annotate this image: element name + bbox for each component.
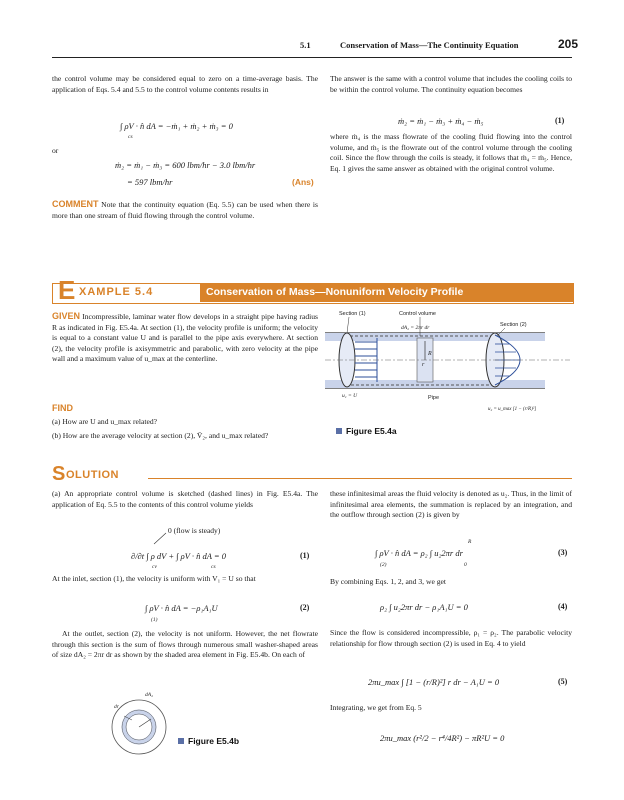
fig-a-section1: Section (1) — [339, 311, 366, 317]
top-left-paragraph: the control volume may be considered equal to zero on a time-average basis. The application of Eqs. 5.4 and 5.5 to the control volume contents results in — [52, 74, 318, 94]
figure-e54a — [325, 308, 575, 468]
equation-cs-integral: ∫ ρV · n̂ dA = −ṁ₁ + ṁ₂ + ṁ₃ = 0 — [120, 121, 233, 131]
equation-1-left-number: (1) — [300, 551, 310, 560]
equation-m2-line1: ṁ₂ = ṁ₁ − ṁ₃ = 600 lbm/hr − 3.0 lbm/hr — [115, 160, 256, 170]
pipe-shade-bottom — [325, 380, 545, 388]
uniform-velocity-arrows — [355, 342, 377, 377]
fig-a-u2: u₂ = u_max [1 − (r/R)²] — [488, 407, 537, 412]
running-title: Conservation of Mass—The Continuity Equation — [340, 40, 519, 50]
section-number: 5.1 — [300, 40, 311, 50]
fig-b-dA2: dA₂ — [145, 692, 154, 698]
fig-a-R: R — [428, 351, 432, 357]
figure-e54b — [104, 690, 174, 760]
solution-right-para4: Integrating, we get from Eq. 5 — [330, 703, 422, 712]
given-label: GIVEN — [52, 311, 81, 321]
fig-a-u1: u₁ = U — [342, 393, 358, 399]
equation-2-sub: (1) — [151, 617, 158, 623]
find-label: FIND — [52, 403, 73, 413]
equation-3-upper-limit: R — [468, 539, 472, 545]
comment-text: Note that the continuity equation (Eq. 5.5) can be used when there is more than one stream of fluid flowing through the control volume. — [52, 200, 318, 220]
find-a: (a) How are U and u_max related? — [52, 417, 157, 426]
example-title: Conservation of Mass—Nonuniform Velocity Profile — [206, 286, 464, 298]
comment-label: COMMENT — [52, 199, 99, 209]
zero-steady-note: 0 (flow is steady) — [168, 526, 221, 535]
equation-3-sub: (2) — [380, 562, 387, 568]
solution-label: OLUTION — [66, 469, 119, 481]
steady-arrow — [152, 530, 170, 546]
solution-outlet-paragraph: At the outlet, section (2), the velocity is not uniform. However, the net flowrate through this section is the sum of flows through numerous small washer-shaped areas of size dA₂ = 2πr dr as shown by the shaded area element in Fig. E5.4b. On each of — [52, 629, 318, 660]
solution-rule — [148, 478, 572, 479]
fig-a-control-volume: Control volume — [399, 311, 436, 317]
solution-inlet-paragraph: At the inlet, section (1), the velocity is uniform with V₁ = U so that — [52, 574, 256, 583]
equation-1-right: ṁ₂ = ṁ₁ − ṁ₃ + ṁ₄ − ṁ₅ — [398, 116, 484, 126]
solution-right-para3: Since the flow is considered incompressible, ρ₁ = ρ₂. The parabolic velocity relationship for flow through section (2) is used in Eq. 4 to yield — [330, 628, 572, 648]
solution-big-letter: S — [52, 463, 66, 485]
figure-a-caption — [336, 426, 397, 436]
fig-a-caption-text: Figure E5.4a — [346, 426, 397, 436]
equation-3: ∫ ρV · n̂ dA = ρ₂ ∫ u₂2πr dr — [375, 548, 463, 558]
given-paragraph — [52, 311, 318, 365]
top-right-paragraph2: where ṁ₄ is the mass flowrate of the cooling fluid flowing into the control volume, and ṁ₅ is the flowrate out of the control volume through the cooling coil. Since the flow through the coils is steady, it follows that ṁ₄ = ṁ₅. Hence, Eq. 1 gives the same answer as obtained with the original control volume. — [330, 132, 572, 173]
fig-b-caption-text: Figure E5.4b — [188, 736, 240, 746]
fig-b-dr: dr — [114, 704, 119, 710]
figure-b-caption — [178, 736, 239, 746]
equation-1-cs: cs — [211, 564, 216, 570]
fig-a-pipe: Pipe — [428, 395, 440, 401]
equation-5: 2πu_max ∫ [1 − (r/R)²] r dr − A₁U = 0 — [368, 677, 500, 687]
caption-square-icon — [178, 738, 184, 744]
equation-m2-line2: = 597 lbm/hr — [127, 177, 173, 187]
pipe-shade-top — [325, 333, 545, 341]
equation-5-number: (5) — [558, 677, 568, 686]
equation-4-number: (4) — [558, 602, 568, 611]
example-big-letter: E — [58, 275, 76, 305]
equation-3-number: (3) — [558, 548, 568, 557]
example-label: XAMPLE 5.4 — [79, 286, 154, 298]
solution-para-a: (a) An appropriate control volume is sketched (dashed lines) in Fig. E5.4a. The application of Eq. 5.5 to the contents of this control volume yields — [52, 489, 318, 509]
section1-leader — [347, 317, 349, 333]
equation-1-number: (1) — [555, 116, 565, 125]
comment-paragraph — [52, 199, 318, 221]
given-text: Incompressible, laminar water flow develops in a straight pipe having radius R as indicated in Fig. E5.4a. At section (1), the velocity profile is uniform; the velocity is equal to a constant value U and is parallel to the pipe axis everywhere. At section (2), the velocity profile is axisymmetric and parabolic, with zero velocity at the pipe wall and a maximum value of u_max at the centerline. — [52, 312, 318, 364]
equation-2-number: (2) — [300, 603, 310, 612]
equation-6: 2πu_max (r²/2 − r⁴/4R²) − πR²U = 0 — [380, 733, 505, 743]
solution-right-para1: these infinitesimal areas the fluid velocity is denoted as u₂. Thus, in the limit of infinitesimal area elements, the summation is replaced by an integration, and the outflow through section (2) is given by — [330, 489, 572, 520]
find-b: (b) How are the average velocity at section (2), V̄₂, and u_max related? — [52, 431, 269, 440]
equation-cs-sub: cs — [128, 134, 133, 140]
answer-tag: (Ans) — [292, 177, 314, 187]
fig-a-section2: Section (2) — [500, 322, 527, 328]
equation-4: ρ₂ ∫ u₂2πr dr − ρ₁A₁U = 0 — [380, 602, 468, 612]
equation-1-left: ∂/∂t ∫ ρ dV + ∫ ρV · n̂ dA = 0 — [131, 551, 227, 561]
header-rule — [52, 57, 572, 58]
solution-right-para2: By combining Eqs. 1, 2, and 3, we get — [330, 577, 447, 586]
equation-2: ∫ ρV · n̂ dA = −ρ₁A₁U — [145, 603, 218, 613]
page-number: 205 — [558, 37, 579, 51]
caption-square-icon — [336, 428, 342, 434]
equation-1-cv: cv — [152, 564, 157, 570]
or-word: or — [52, 146, 59, 155]
equation-3-lower-limit: 0 — [464, 562, 467, 568]
fig-a-r: r — [422, 362, 425, 368]
fig-a-dA: dA₂ = 2πr dr — [401, 325, 430, 331]
top-right-paragraph1: The answer is the same with a control volume that includes the cooling coils to be within the control volume. The continuity equation becomes — [330, 74, 572, 94]
